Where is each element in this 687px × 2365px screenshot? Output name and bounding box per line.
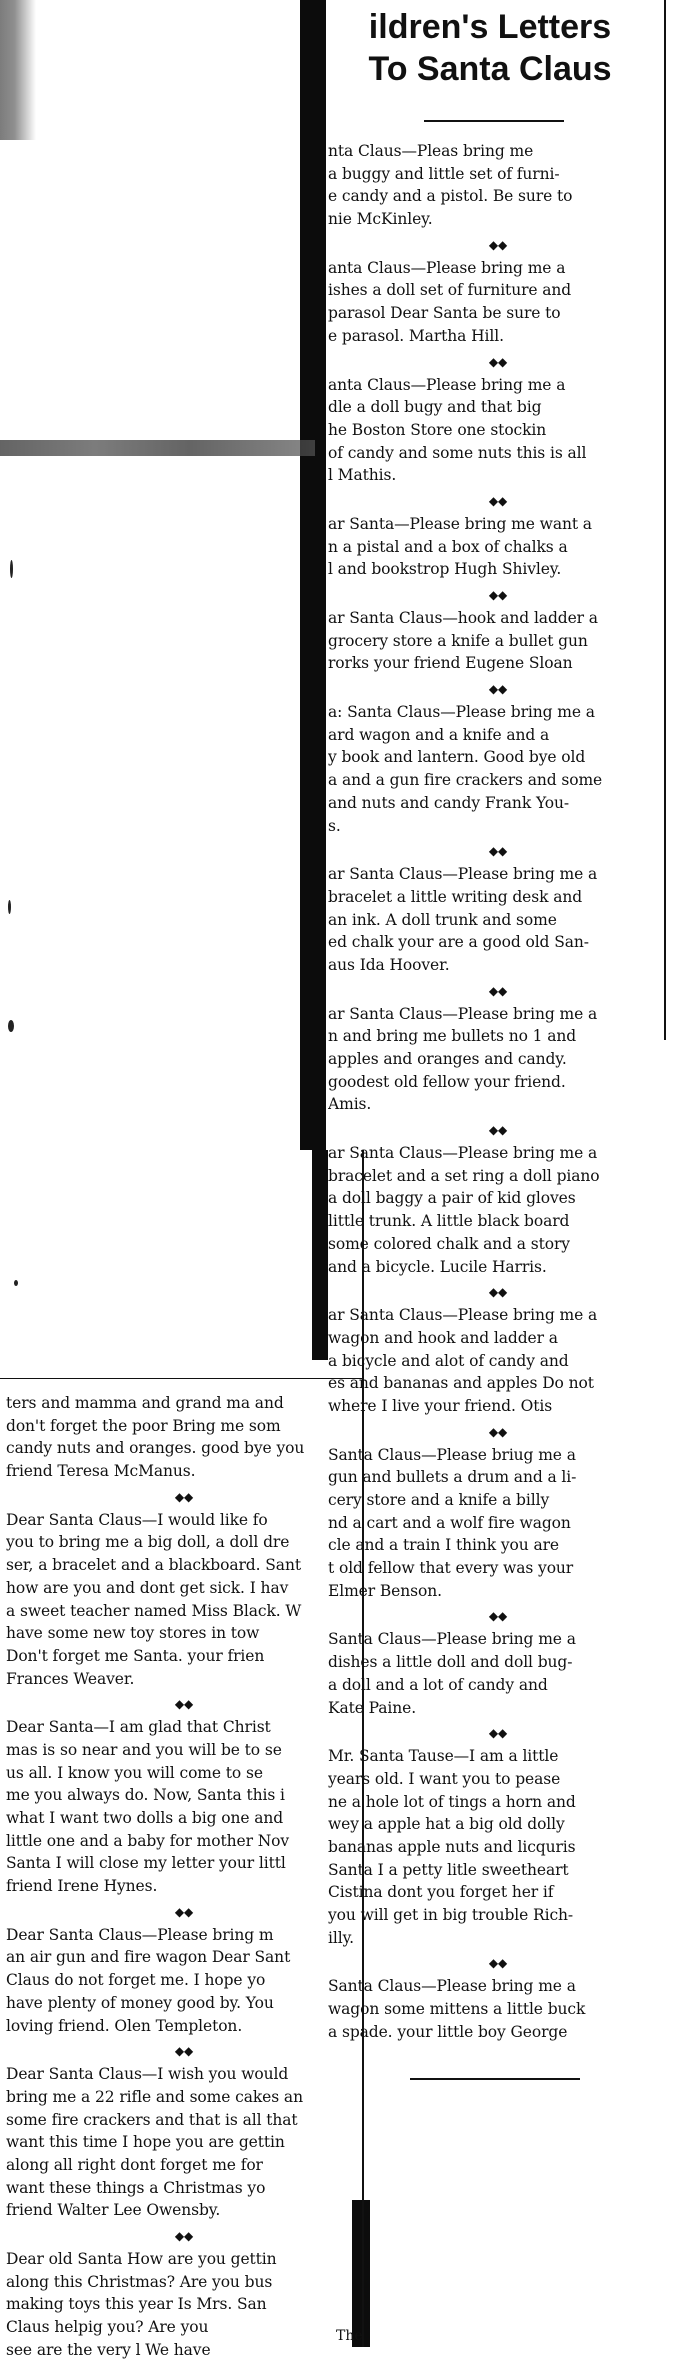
letter-line: where I live your friend. Otis (328, 1396, 553, 1415)
letter-line: cle and a train I think you are (328, 1536, 559, 1555)
letter-line: bracelet a little writing desk and (328, 887, 583, 906)
letter-line: n and bring me bullets no 1 and (328, 1027, 577, 1046)
letter-line: Frances Weaver. (6, 1669, 135, 1688)
letter-line: have plenty of money good by. You (6, 1993, 274, 2012)
letter-line: dle a doll bugy and that big (328, 398, 542, 417)
letter-line: Mr. Santa Tause—I am a little (328, 1747, 559, 1766)
letter-line: candy nuts and oranges. good bye you (6, 1439, 305, 1458)
ornament-divider: ◆◆ (174, 1489, 194, 1504)
letter-line: want this time I hope you are gettin (6, 2133, 285, 2152)
letter (328, 863, 668, 976)
letter-line: how are you and dont get sick. I hav (6, 1578, 289, 1597)
ink-speck (8, 900, 11, 914)
letter-line: friend Irene Hynes. (6, 1877, 158, 1896)
letter (6, 1392, 362, 1483)
letter-line: l Mathis. (328, 466, 397, 485)
letter-line: bananas apple nuts and licquris (328, 1837, 576, 1856)
letter-line: a doll and a lot of candy and (328, 1675, 548, 1694)
letter-line: a and a gun fire crackers and some (328, 771, 603, 790)
letter-line: ar Santa Claus—Please bring me a (328, 865, 598, 884)
ink-speck (8, 1020, 14, 1032)
letter-line: nie McKinley. (328, 210, 433, 229)
letter (328, 1142, 668, 1278)
letter-line: years old. I want you to pease (328, 1769, 561, 1788)
letter-line: ar Santa Claus—hook and ladder a (328, 609, 598, 627)
letter (328, 1975, 668, 2043)
letter-line: anta Claus—Please bring me a (328, 258, 566, 277)
letter-line: anta Claus—Please bring me a (328, 375, 566, 394)
letter-line: friend Walter Lee Owensby. (6, 2201, 221, 2220)
letter-line: cery store and a knife a billy (328, 1491, 550, 1509)
letter-line: some colored chalk and a story (328, 1234, 570, 1253)
letter-line: ed chalk your are a good old San- (328, 933, 589, 952)
letter-line: of candy and some nuts this is all (328, 443, 587, 462)
letter-line: see are the very l We have (6, 2340, 211, 2359)
letter-line: wagon and hook and ladder a (328, 1328, 558, 1347)
letter-line: along all right dont forget me for (6, 2155, 263, 2174)
letter-line: a sweet teacher named Miss Black. W (6, 1601, 302, 1620)
letter-line: and a bicycle. Lucile Harris. (328, 1257, 547, 1276)
letter-line: Claus do not forget me. I hope yo (6, 1971, 266, 1990)
letter-line: l and bookstrop Hugh Shivley. (328, 560, 562, 579)
letter-line: an air gun and fire wagon Dear Sant (6, 1948, 291, 1967)
letter (328, 1628, 668, 1719)
ornament-divider: ◆◆ (488, 354, 508, 369)
ornament-divider: ◆◆ (488, 493, 508, 508)
letter-line: goodest old fellow your friend. (328, 1072, 566, 1091)
letter-line: us all. I know you will come to se (6, 1763, 263, 1782)
letter-line: Cistina dont you forget her if (328, 1883, 554, 1902)
letter-line: you to bring me a big doll, a doll dre (6, 1533, 290, 1552)
letter-line: t old fellow that every was your (328, 1559, 574, 1578)
ornament-divider: ◆◆ (174, 2044, 194, 2059)
letter-line: bring me a 22 rifle and some cakes an (6, 2087, 303, 2106)
letter-line: friend Teresa McManus. (6, 1462, 196, 1481)
letter-line: and nuts and candy Frank You- (328, 793, 569, 812)
letter-line: along this Christmas? Are you bus (6, 2272, 273, 2291)
ornament-divider: ◆◆ (488, 588, 508, 602)
headline-line-1: ildren's Letters (368, 8, 612, 46)
right-column (328, 140, 668, 2047)
letter-line: ard wagon and a knife and a (328, 725, 550, 744)
letter (328, 513, 668, 581)
letter-line: rorks your friend Eugene Sloan (328, 654, 573, 673)
ink-speck (14, 1280, 18, 1286)
letter-line: Santa I will close my letter your littl (6, 1854, 286, 1873)
letter-line: s. (328, 816, 341, 835)
ornament-divider: ◆◆ (174, 1697, 194, 1712)
letter (328, 607, 668, 675)
letter-line: an ink. A doll trunk and some (328, 910, 557, 929)
ink-speck (10, 560, 13, 578)
letter (328, 1304, 668, 1417)
letter-line: apples and oranges and candy. (328, 1050, 567, 1068)
letter-line: e parasol. Martha Hill. (328, 326, 504, 345)
horizontal-smudge (0, 440, 315, 456)
closing-rule (410, 2078, 580, 2080)
letter-line: loving friend. Olen Templeton. (6, 2016, 243, 2035)
left-edge-ink (0, 0, 36, 140)
letter-line: me you always do. Now, Santa this i (6, 1786, 285, 1805)
letter-line: ser, a bracelet and a blackboard. Sant (6, 1556, 301, 1575)
ornament-divider: ◆◆ (488, 1726, 508, 1741)
letter-line: ishes a doll set of furniture and (328, 281, 572, 300)
letter-line: bracelet and a set ring a doll piano (328, 1166, 600, 1185)
letter (6, 2248, 362, 2361)
letter-line: gun and bullets a drum and a li- (328, 1468, 577, 1487)
letter-line: Elmer Benson. (328, 1581, 442, 1600)
bottom-fragment: The (336, 2328, 363, 2344)
ornament-divider: ◆◆ (174, 1904, 194, 1919)
ornament-divider: ◆◆ (488, 1424, 508, 1439)
letter-line: mas is so near and you will be to se (6, 1740, 282, 1759)
letter-line: ne a hole lot of tings a horn and (328, 1792, 576, 1811)
headline-rule (424, 120, 564, 122)
letter-line: Don't forget me Santa. your frien (6, 1646, 265, 1665)
letter-line: making toys this year Is Mrs. San (6, 2295, 267, 2314)
letter-line: Santa Claus—Please bring me a (328, 1630, 576, 1649)
letter-line: have some new toy stores in tow (6, 1624, 260, 1643)
ornament-divider: ◆◆ (488, 1609, 508, 1624)
letter-line: nd a cart and a wolf fire wagon (328, 1513, 571, 1532)
letter-line: Dear old Santa How are you gettin (6, 2250, 277, 2268)
letter (328, 1003, 668, 1116)
letter-line: aus Ida Hoover. (328, 955, 450, 974)
letter (6, 1509, 362, 1691)
letter (6, 1924, 362, 2037)
letter (328, 374, 668, 487)
letter-line: wagon some mittens a little buck (328, 2000, 586, 2019)
letter-line: n a pistal and a box of chalks a (328, 537, 568, 556)
letter-line: nta Claus—Pleas bring me (328, 142, 534, 160)
letter-line: Dear Santa Claus—Please bring m (6, 1925, 274, 1944)
letter-line: a bicycle and alot of candy and (328, 1351, 569, 1370)
letter-line: what I want two dolls a big one and (6, 1809, 284, 1827)
ornament-divider: ◆◆ (174, 2229, 194, 2243)
letter-line: a doll baggy a pair of kid gloves (328, 1189, 576, 1208)
letter-line: parasol Dear Santa be sure to (328, 304, 561, 323)
letter-line: Dear Santa—I am glad that Christ (6, 1718, 271, 1737)
headline (300, 6, 680, 90)
letter-line: little trunk. A little black board (328, 1212, 570, 1231)
ornament-divider: ◆◆ (488, 1123, 508, 1138)
letter-line: he Boston Store one stockin (328, 420, 547, 439)
letter-line: Santa I a petty litle sweetheart (328, 1860, 569, 1879)
letter (328, 701, 668, 837)
torn-strip-ink (300, 0, 326, 1150)
letter-line: illy. (328, 1928, 354, 1947)
letter-line: you will get in big trouble Rich- (328, 1906, 574, 1924)
letter-line: e candy and a pistol. Be sure to (328, 187, 573, 206)
letter (328, 140, 668, 231)
ornament-divider: ◆◆ (488, 237, 508, 252)
letter-line: Amis. (328, 1095, 372, 1114)
letter-line: Claus helpig you? Are you (6, 2318, 209, 2337)
letter-line: ar Santa Claus—Please bring me a (328, 1004, 598, 1023)
ornament-divider: ◆◆ (488, 844, 508, 859)
ornament-divider: ◆◆ (488, 983, 508, 998)
letter (6, 1716, 362, 1898)
letter-line: Santa Claus—Please bring me a (328, 1977, 576, 1996)
letter (328, 1444, 668, 1603)
letter-line: grocery store a knife a bullet gun (328, 631, 588, 650)
letter-line: Dear Santa Claus—I would like fo (6, 1510, 268, 1529)
letter-line: little one and a baby for mother Nov (6, 1831, 290, 1850)
letter-line: ar Santa Claus—Please bring me a (328, 1306, 598, 1325)
letter-line: Santa Claus—Please briug me a (328, 1445, 576, 1464)
letter-line: Dear Santa Claus—I wish you would (6, 2065, 289, 2084)
ornament-divider: ◆◆ (488, 1956, 508, 1971)
left-column-top-rule (0, 1378, 362, 1379)
letter-line: wey a apple hat a big old dolly (328, 1815, 565, 1834)
letter-line: dishes a little doll and doll bug- (328, 1653, 573, 1672)
letter-line: some fire crackers and that is all that (6, 2110, 298, 2129)
letter-line: ters and mamma and grand ma and (6, 1394, 284, 1412)
headline-line-2: To Santa Claus (368, 50, 612, 88)
letter-line: ar Santa—Please bring me want a (328, 514, 592, 533)
letter (328, 257, 668, 348)
letter-line: y book and lantern. Good bye old (328, 748, 586, 767)
torn-strip-ink-lower (312, 1150, 328, 1360)
letter-line: a buggy and little set of furni- (328, 164, 560, 183)
letter (6, 2063, 362, 2222)
left-column (6, 1392, 362, 2365)
letter-line: Kate Paine. (328, 1698, 417, 1717)
letter-line: a spade. your little boy George (328, 2022, 568, 2041)
ornament-divider: ◆◆ (488, 682, 508, 697)
letter-line: don't forget the poor Bring me som (6, 1416, 281, 1435)
letter (328, 1745, 668, 1949)
letter-line: want these things a Christmas yo (6, 2178, 266, 2197)
ornament-divider: ◆◆ (488, 1285, 508, 1300)
letter-line: es and bananas and apples Do not (328, 1374, 594, 1393)
letter-line: a: Santa Claus—Please bring me a (328, 703, 595, 722)
letter-line: ar Santa Claus—Please bring me a (328, 1144, 598, 1163)
